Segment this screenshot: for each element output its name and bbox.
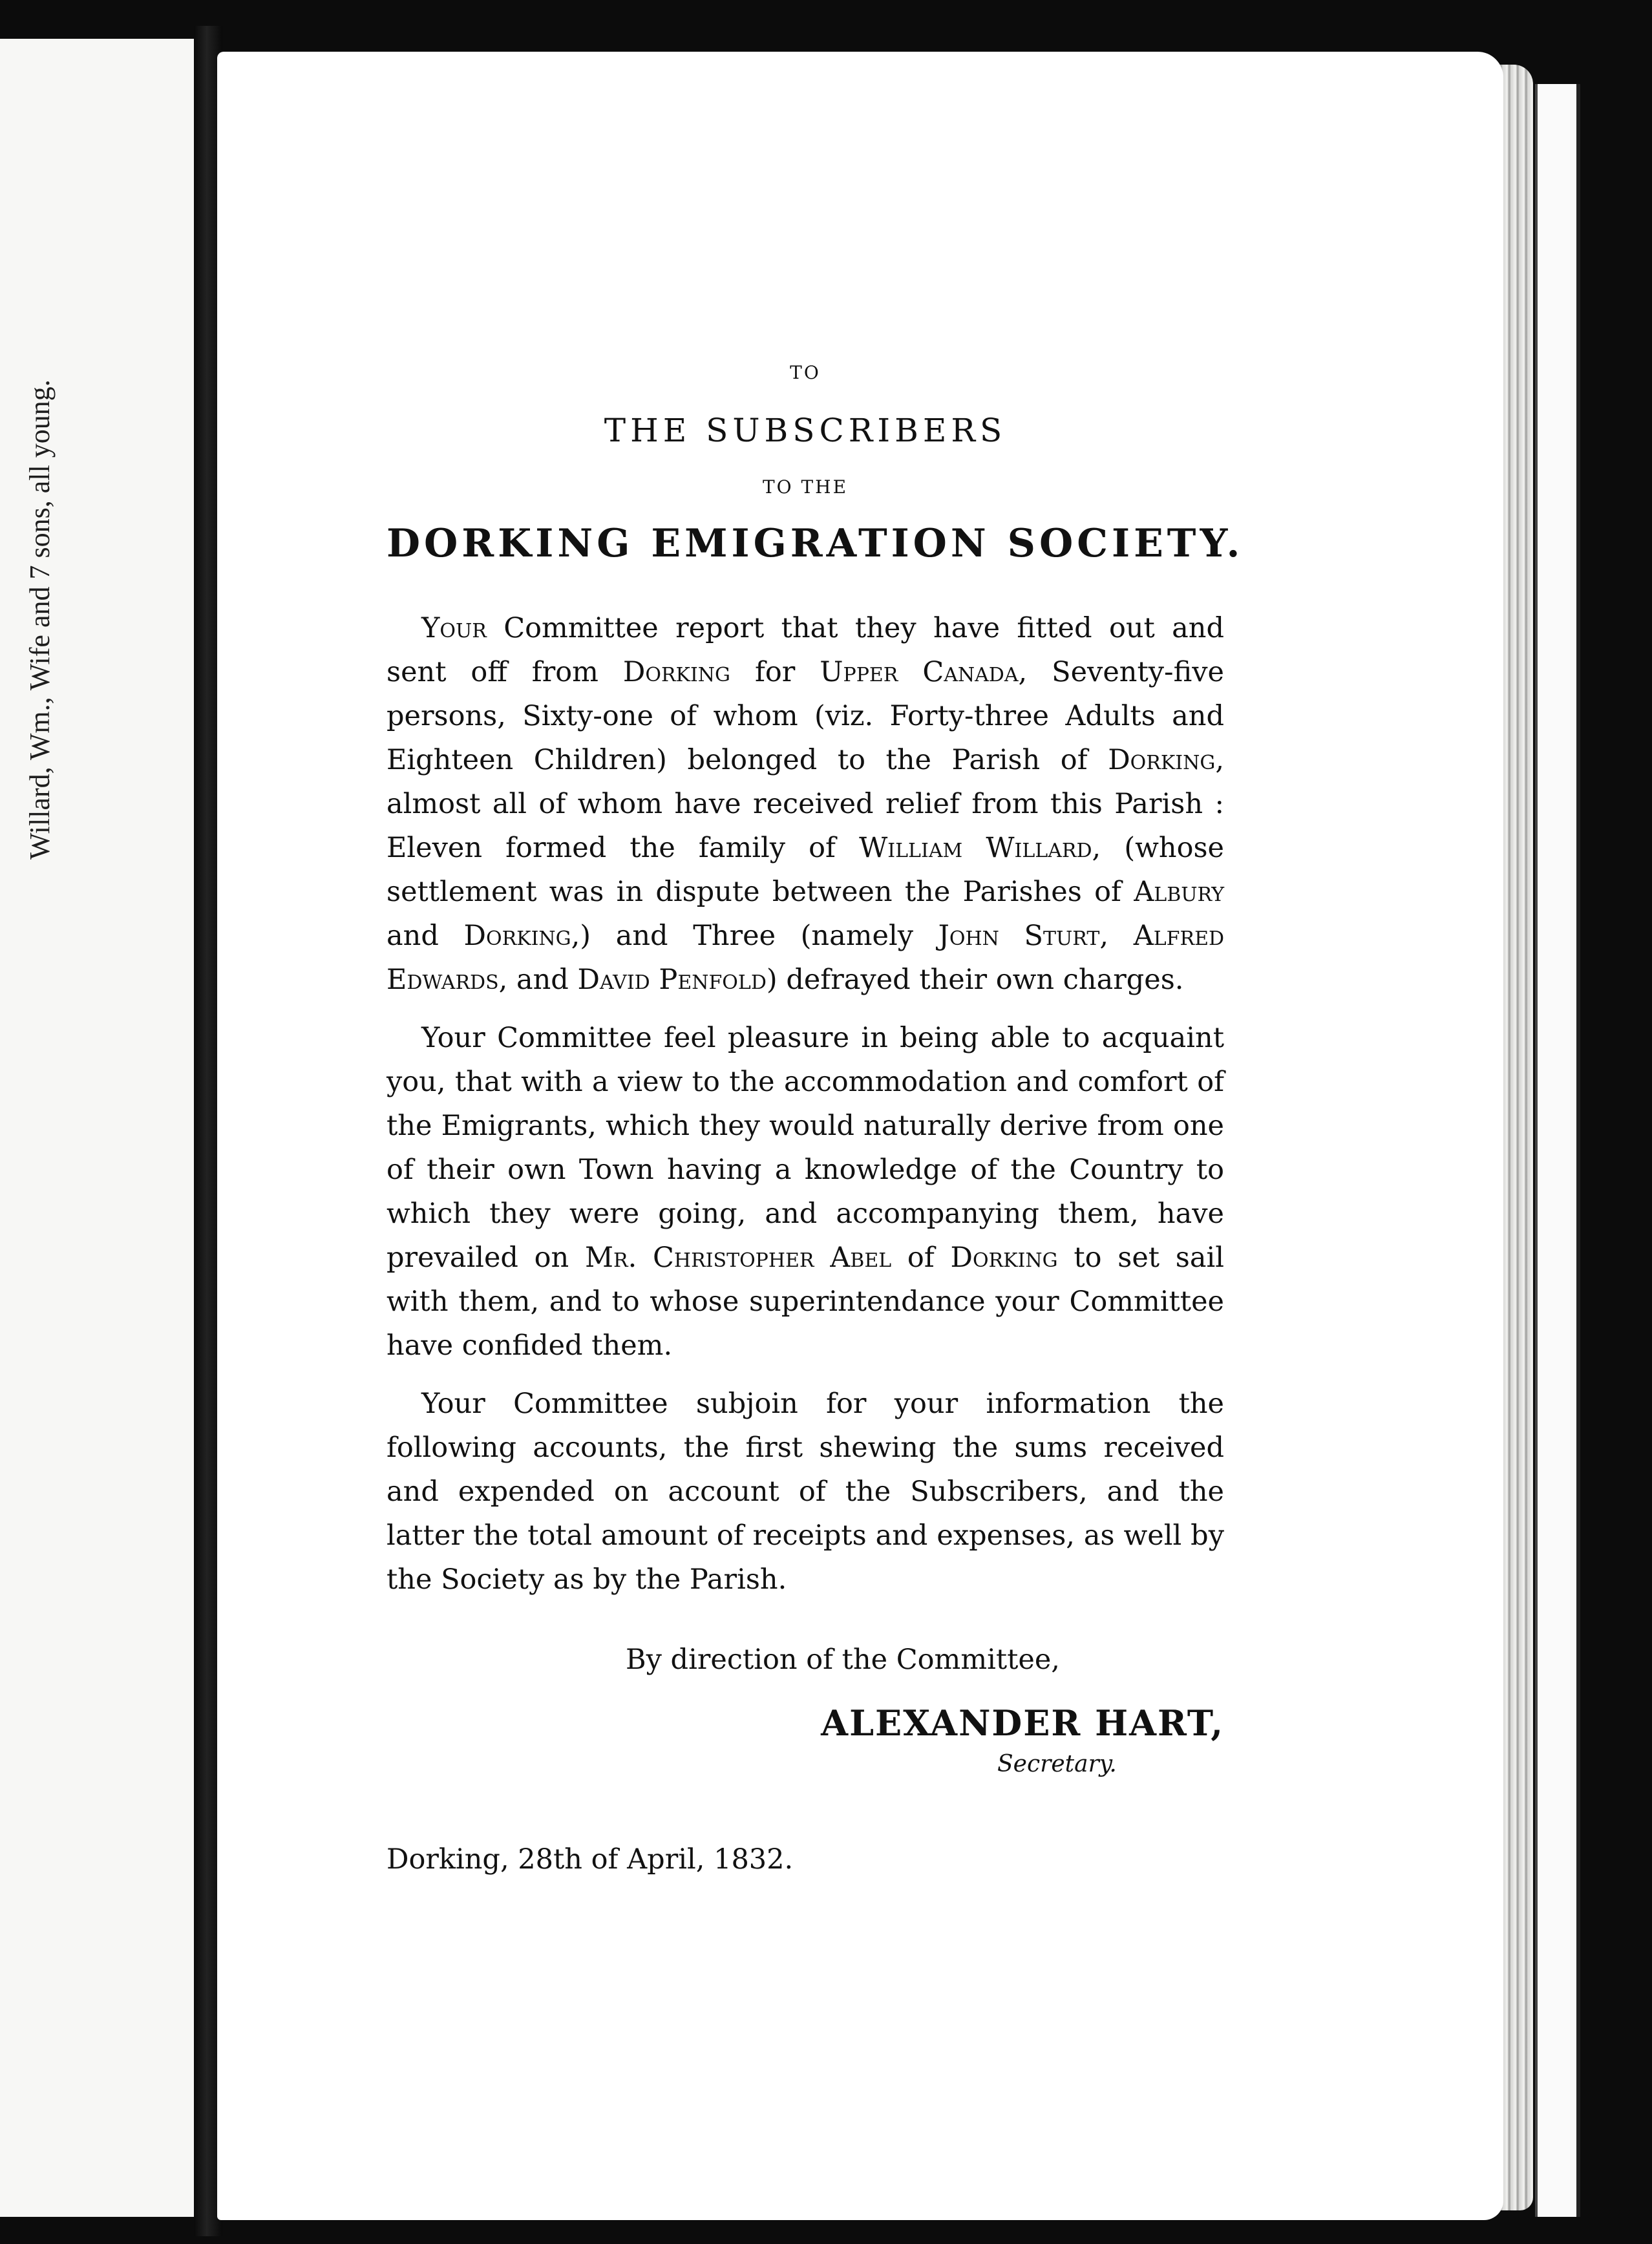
secretary-title: Secretary. (997, 1751, 1117, 1777)
paragraph-report (387, 606, 1224, 1002)
place-name: Dorking (1108, 744, 1216, 776)
text-span: ) defrayed their own charges. (766, 964, 1184, 996)
person-name: John Sturt (938, 920, 1100, 952)
place-name: Dorking (463, 920, 571, 952)
text-span: , (1099, 920, 1134, 952)
person-name: David Penfold (577, 964, 767, 996)
page-block-edge (1535, 84, 1580, 2217)
heading-subscribers: THE SUBSCRIBERS (604, 412, 1007, 449)
heading-to: TO (790, 362, 821, 383)
person-name: William Willard (859, 832, 1092, 864)
signoff-direction: By direction of the Committee, (626, 1644, 1060, 1676)
text-span: Your Committee feel pleasure in being able to acquaint you, that with a view to the accommodation and comfort of the Emigrants, which they would naturally derive from one of their own Town having a knowledge of the Country to which they were going, and accompanying them, have prevailed on (387, 1022, 1224, 1274)
text-span: , Seventy-five persons, Sixty-one of whom (viz. Forty-three Adults and Eighteen Children) belonged to the Parish of (387, 656, 1225, 776)
text-span: of (891, 1242, 951, 1274)
heading-society: DORKING EMIGRATION SOCIETY. (387, 521, 1244, 566)
text-span: , almost all of whom have received relief from this Parish : Eleven formed the family of (387, 744, 1224, 864)
place-name: Dorking (622, 656, 731, 688)
person-name: Alfred Edwards (387, 920, 1225, 996)
facing-page-fragment (0, 39, 198, 2217)
text-span: ,) and Three (namely (571, 920, 938, 952)
place-name: Albury (1134, 876, 1224, 908)
text-span: , (whose settlement was in dispute between the Parishes of (387, 832, 1224, 908)
page-content (387, 362, 1244, 1876)
paragraph-superintendent (387, 1016, 1224, 1368)
signoff (387, 1639, 1224, 1785)
text-span: and (387, 920, 464, 952)
place-name: Dorking (950, 1242, 1058, 1274)
margin-note: Willard, Wm., Wife and 7 sons, all young. (24, 379, 56, 860)
secretary-name: ALEXANDER HART, (821, 1702, 1224, 1744)
text-span: Committee report that they have fitted out and sent off from (387, 612, 1224, 688)
place-name: Upper Canada (820, 656, 1019, 688)
text-span: for (730, 656, 820, 688)
heading-to-the: TO THE (762, 476, 849, 498)
text-span: to set sail with them, and to whose superintendance your Committee have confided them. (387, 1242, 1224, 1362)
paragraph-accounts: Your Committee subjoin for your information the following accounts, the first shewing the sums received and expended on account of the Subscribers, and the latter the total amount of receipts and expenses, as well by the Society as by the Parish. (387, 1388, 1224, 1596)
text-span: , and (498, 964, 578, 996)
text-span: Your (421, 612, 487, 644)
person-name: Mr. Christopher Abel (585, 1242, 892, 1274)
dateline: Dorking, 28th of April, 1832. (387, 1843, 794, 1876)
